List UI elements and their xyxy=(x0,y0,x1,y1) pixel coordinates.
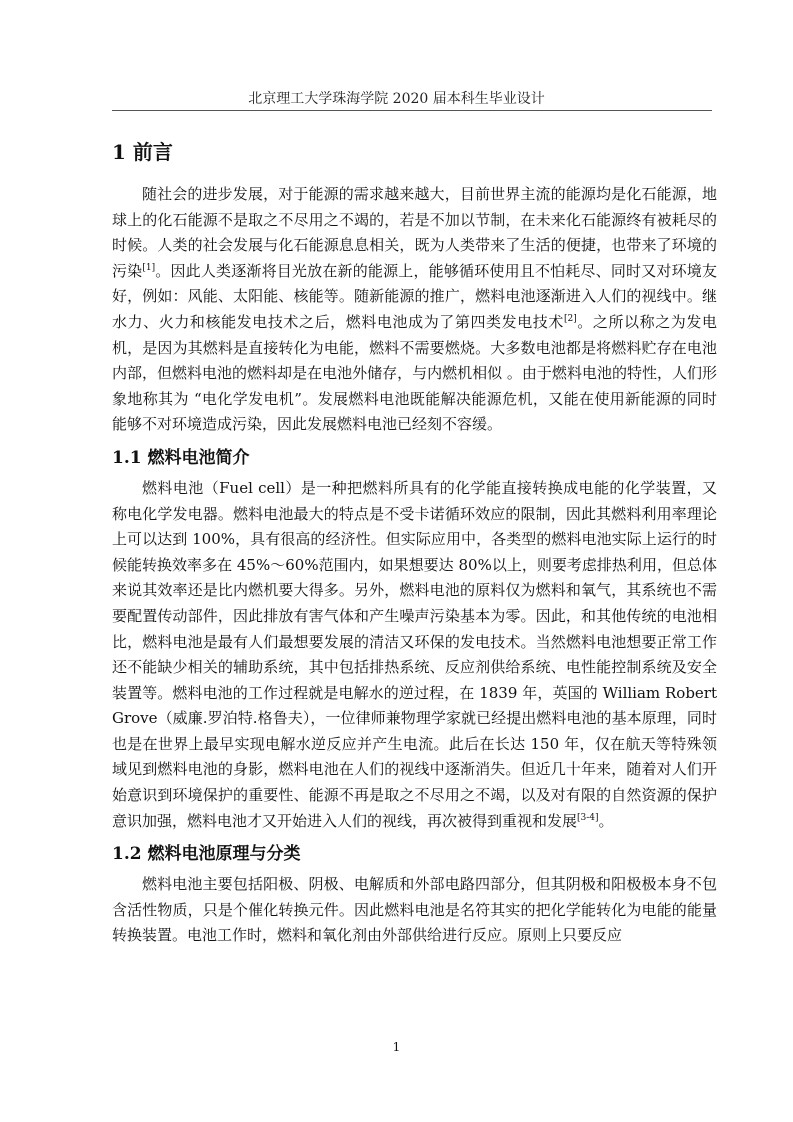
citation: [3-4] xyxy=(577,812,599,823)
section-heading-1-1: 1.1 燃料电池简介 xyxy=(112,447,250,468)
citation: [2] xyxy=(563,313,577,324)
page-header: 北京理工大学珠海学院 2020 届本科生毕业设计 xyxy=(248,91,545,107)
paragraph-intro xyxy=(112,182,717,438)
paragraph-text: 。之所以称之为发电机，是因为其燃料是直接转化为电能，燃料不需要燃烧。大多数电池都是将燃料贮存在电池内部，但燃料电池的燃料却是在电池外储存，与内燃机相似 。由于燃料电池的特性，人们形象地称其为 “电化学发电机”。发展燃料电池既能解决能源危机，又能在使用新能源的同时能够不对环境造成污染，因此发展燃料电池已经刻不容缓。 xyxy=(112,312,717,434)
header-divider xyxy=(112,110,712,111)
paragraph-1-2 xyxy=(112,872,717,949)
section-heading-intro: 1 前言 xyxy=(112,140,173,164)
section-heading-1-2: 1.2 燃料电池原理与分类 xyxy=(112,844,301,865)
page-number: 1 xyxy=(392,1040,401,1054)
paragraph-text: 燃料电池主要包括阳极、阴极、电解质和外部电路四部分，但其阴极和阳极极本身不包含活性物质，只是个催化转换元件。因此燃料电池是名符其实的把化学能转化为电能的能量转换装置。电池工作时，燃料和氧化剂由外部供给进行反应。原则上只要反应 xyxy=(112,875,717,945)
document-body xyxy=(112,128,717,949)
paragraph-text: 燃料电池（Fuel cell）是一种把燃料所具有的化学能直接转换成电能的化学装置，又称电化学发电器。燃料电池最大的特点是不受卡诺循环效应的限制，因此其燃料利用率理论上可以达到 100%，具有很高的经济性。但实际应用中，各类型的燃料电池实际上运行的时候能转换效率多在 45%～60%范围内，如果想要达 80%以上，则要考虑排热利用，但总体来说其效率还是比内燃机要大得多。另外，燃料电池的原料仅为燃料和氧气，其系统也不需要配置传动部件，因此排放有害气体和产生噪声污染基本为零。因此，和其他传统的电池相比，燃料电池是最有人们最想要发展的清洁又环保的发电技术。当然燃料电池想要正常工作还不能缺少相关的辅助系统，其中包括排热系统、反应剂供给系统、电性能控制系统及安全装置等。燃料电池的工作过程就是电解水的逆过程，在 1839 年，英国的 William Robert Grove（威廉.罗泊特.格鲁夫），一位律师兼物理学家就已经提出燃料电池的基本原理，同时也是在世界上最早实现电解水逆反应并产生电流。此后在长达 150 年，仅在航天等特殊领域见到燃料电池的身影，燃料电池在人们的视线中逐渐消失。但近几十年来，随着对人们开始意识到环境保护的重要性、能源不再是取之不尽用之不竭，以及对有限的自然资源的保护意识加强，燃料电池才又开始进入人们的视线，再次被得到重视和发展 xyxy=(112,478,717,830)
paragraph-text: 随社会的进步发展，对于能源的需求越来越大，目前世界主流的能源均是化石能源，地球上的化石能源不是取之不尽用之不竭的，若是不加以节制，在未来化石能源终有被耗尽的时候。人类的社会发展与化石能源息息相关，既为人类带来了生活的便捷，也带来了环境的污染 xyxy=(112,185,717,280)
paragraph-text: 。因此人类逐渐将目光放在新的能源上，能够循环使用且不怕耗尽、同时又对环境友好，例如：风能、太阳能、核能等。随新能源的推广，燃料电池逐渐进入人们的视线中。继水力、火力和核能发电技术之后，燃料电池成为了第四类发电技术 xyxy=(112,261,717,331)
paragraph-1-1 xyxy=(112,476,717,834)
paragraph-text: 。 xyxy=(598,811,614,830)
citation: [1] xyxy=(142,262,156,273)
